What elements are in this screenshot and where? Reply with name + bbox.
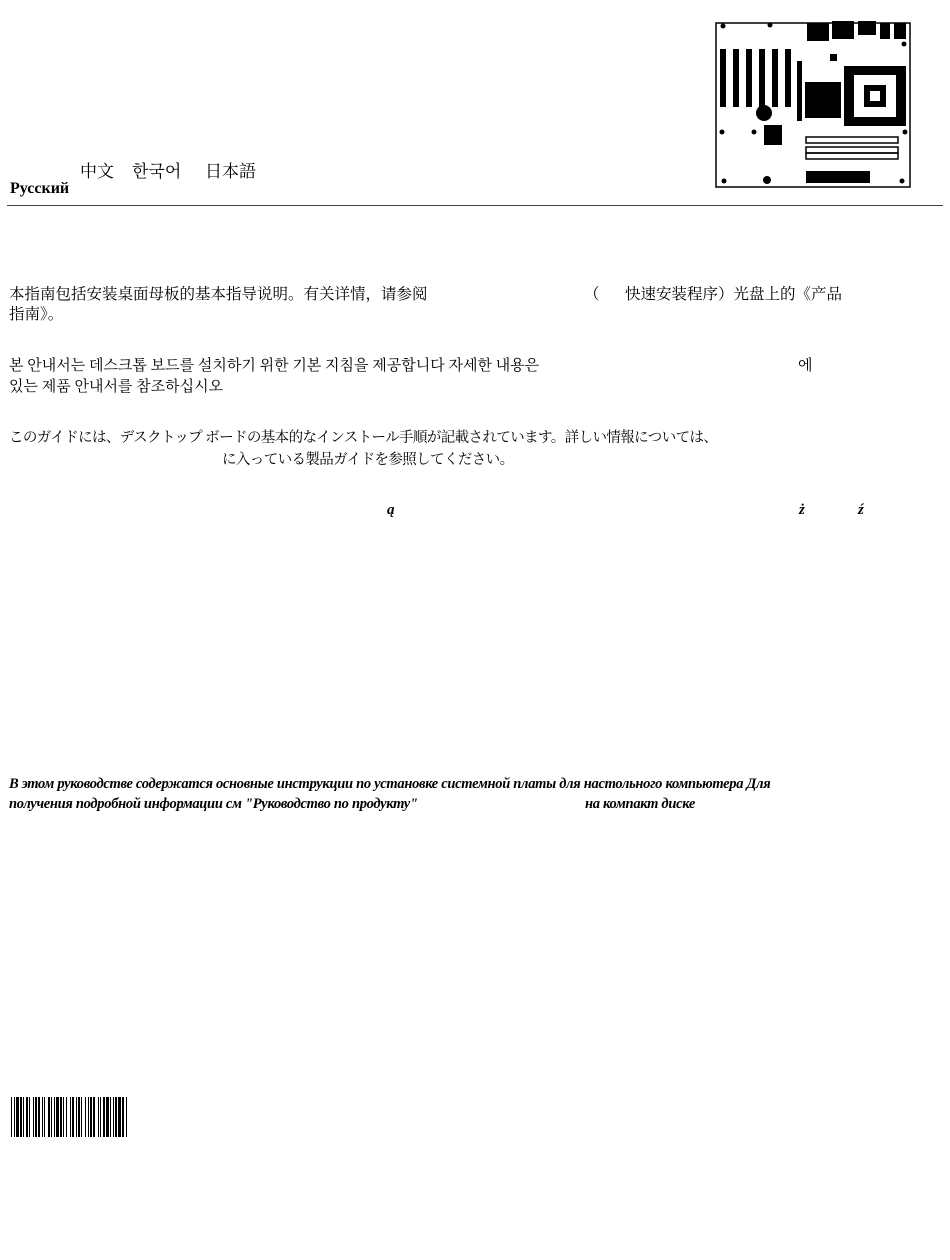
barcode-bar (51, 1097, 52, 1137)
paragraph-korean-line-1: 본 안내서는 데스크톱 보드를 설치하기 위한 기본 지침을 제공합니다 자세한 내용은 (9, 358, 540, 374)
paragraph-japanese-line-1: このガイドには、デスクトップ ボードの基本的なインストール手順が記載されています。詳しい情報については、 (9, 430, 718, 446)
barcode-bar (78, 1097, 80, 1137)
language-label-chinese: 中文 (80, 162, 114, 181)
barcode-bar (103, 1097, 105, 1137)
paragraph-korean-line-1-end: 에 (798, 358, 813, 374)
barcode-bar (90, 1097, 92, 1137)
barcode-image (11, 1097, 227, 1137)
barcode-bar (100, 1097, 101, 1137)
barcode-bar (88, 1097, 89, 1137)
barcode-bar (66, 1097, 67, 1137)
barcode-bar (23, 1097, 24, 1137)
stray-glyph-3: ź (858, 502, 864, 518)
barcode-bar (11, 1097, 12, 1137)
header-divider (7, 205, 943, 206)
barcode-bar (126, 1097, 127, 1137)
barcode-bar (93, 1097, 95, 1137)
barcode-bar (42, 1097, 43, 1137)
barcode-bar (29, 1097, 30, 1137)
paragraph-russian-line-1: В этом руководстве содержатся основные инструкции по установке системной платы для настольного компьютера Для (9, 776, 771, 792)
paragraph-chinese-line-2: 指南》。 (9, 306, 64, 323)
barcode-bar (106, 1097, 109, 1137)
motherboard-illustration (714, 19, 914, 191)
barcode-bar (70, 1097, 71, 1137)
barcode-bar (110, 1097, 111, 1137)
barcode-bar (76, 1097, 77, 1137)
barcode-bar (63, 1097, 64, 1137)
paragraph-japanese-line-2: に入っている製品ガイドを参照してください。 (222, 452, 514, 468)
paragraph-chinese-line-1-end: 快速安装程序）光盘上的《产品 (625, 286, 843, 303)
language-label-russian: Русский (10, 180, 70, 197)
barcode-bar (60, 1097, 62, 1137)
language-label-korean: 한국어 (132, 162, 182, 181)
barcode-bar (35, 1097, 37, 1137)
barcode-bar (98, 1097, 99, 1137)
barcode-bar (48, 1097, 50, 1137)
paragraph-chinese-line-1: 本指南包括安装桌面母板的基本指导说明。有关详情，请参阅 (9, 286, 428, 303)
paragraph-korean-line-2: 있는 제품 안내서를 참조하십시오 (9, 379, 224, 395)
barcode-bar (122, 1097, 124, 1137)
barcode-bar (56, 1097, 59, 1137)
paragraph-russian-line-2-end: на компакт диске (585, 796, 695, 812)
barcode-bar (85, 1097, 86, 1137)
paragraph-chinese-line-1-bracket: （ (584, 286, 600, 303)
barcode-bar (14, 1097, 15, 1137)
barcode-bar (118, 1097, 121, 1137)
barcode-bar (38, 1097, 40, 1137)
barcode-bar (81, 1097, 82, 1137)
barcode-bar (44, 1097, 45, 1137)
stray-glyph-2: ż (799, 502, 805, 518)
language-label-japanese: 日本語 (205, 162, 256, 181)
barcode-bar (16, 1097, 19, 1137)
barcode-bar (54, 1097, 55, 1137)
barcode-bar (113, 1097, 114, 1137)
barcode-bar (20, 1097, 22, 1137)
barcode-bar (115, 1097, 117, 1137)
barcode-bar (72, 1097, 74, 1137)
barcode-bar (33, 1097, 34, 1137)
stray-glyph-1: ą (387, 502, 395, 518)
barcode-bar (26, 1097, 28, 1137)
paragraph-russian-line-2: получения подробной информации см "Руководство по продукту" (9, 796, 418, 812)
